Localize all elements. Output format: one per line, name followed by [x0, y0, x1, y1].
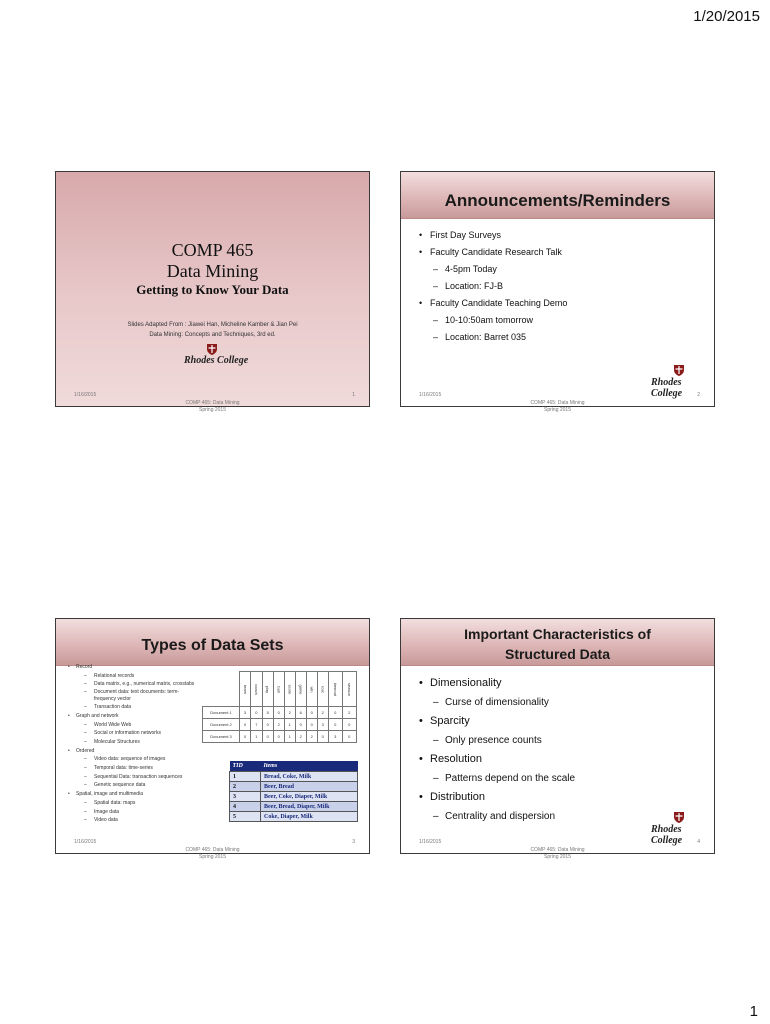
tid-cell: 2 — [230, 782, 261, 792]
college-crest-icon — [673, 364, 685, 376]
matrix-cell: 0 — [342, 719, 356, 731]
matrix-cell: 7 — [251, 719, 263, 731]
term-label: score — [287, 684, 293, 694]
matrix-cell: 0 — [328, 719, 342, 731]
footer-term: Spring 2015 — [544, 854, 571, 860]
slide-4-bullets — [419, 674, 704, 826]
college-logo-text: Rhodes College — [651, 824, 683, 846]
term-header — [273, 672, 284, 707]
items-header: Items — [261, 761, 358, 772]
bullet: • Dimensionality — [419, 674, 704, 693]
matrix-cell: 5 — [262, 707, 273, 719]
footer-date: 1/16/2015 — [74, 392, 97, 398]
matrix-cell: 1 — [284, 719, 295, 731]
matrix-row — [203, 707, 357, 719]
term-header — [284, 672, 295, 707]
term-label: coach — [253, 683, 259, 695]
sub-bullet: – Image data — [66, 808, 226, 817]
term-label: game — [298, 683, 304, 695]
matrix-cell: 2 — [306, 731, 317, 743]
matrix-cell: 0 — [342, 731, 356, 743]
college-logo-text: Rhodes College — [184, 355, 249, 366]
term-label: season — [346, 682, 352, 696]
sub-bullet: – 10-10:50am tomorrow — [419, 312, 704, 329]
sub-bullet: – Location: Barret 035 — [419, 329, 704, 346]
slide-3-thumbnail[interactable] — [55, 618, 370, 860]
items-cell: Coke, Diaper, Milk — [261, 812, 358, 822]
items-cell: Beer, Bread, Diaper, Milk — [261, 802, 358, 812]
tid-cell: 4 — [230, 802, 261, 812]
document-term-matrix — [202, 671, 357, 743]
term-header — [262, 672, 273, 707]
slide-4-thumbnail[interactable] — [400, 618, 715, 860]
sub-bullet: – Document data: text documents: term-frequency vector — [66, 689, 184, 703]
matrix-corner — [203, 672, 240, 707]
table-row — [230, 812, 358, 822]
slide-4-title — [401, 624, 714, 664]
title-line-1: Important Characteristics of — [464, 626, 651, 642]
matrix-cell: 0 — [251, 707, 263, 719]
footer-term: Spring 2015 — [199, 854, 226, 860]
slide-1-subtitle: Getting to Know Your Data — [136, 282, 289, 297]
term-header — [240, 672, 251, 707]
matrix-cell: 2 — [317, 707, 328, 719]
matrix-cell: 1 — [251, 731, 263, 743]
bullet: • Record — [66, 663, 226, 672]
credit-line-1: Slides Adapted From : Jiawei Han, Micheline Kamber & Jian Pei — [127, 322, 298, 328]
slide-2-bullets — [419, 227, 704, 346]
slide-credit — [56, 320, 369, 340]
matrix-cell: 0 — [262, 731, 273, 743]
table-row — [230, 792, 358, 802]
sub-bullet: – Curse of dimensionality — [419, 693, 704, 712]
sub-bullet: – Spatial data: maps — [66, 799, 226, 808]
sub-bullet: – Centrality and dispersion — [419, 807, 704, 826]
footer-slide-number: 4 — [697, 839, 700, 845]
term-label: team — [242, 684, 248, 694]
college-crest-icon — [673, 811, 685, 823]
footer-date: 1/16/2015 — [419, 392, 442, 398]
term-header — [295, 672, 306, 707]
sub-bullet: – Molecular Structures — [66, 738, 226, 747]
matrix-cell: 2 — [273, 719, 284, 731]
table-row — [230, 782, 358, 792]
footer-course — [401, 847, 714, 861]
footer-slide-number: 2 — [697, 392, 700, 398]
sub-bullet: – Patterns depend on the scale — [419, 769, 704, 788]
footer-term: Spring 2015 — [199, 407, 226, 413]
matrix-cell: 0 — [328, 707, 342, 719]
footer-course — [56, 400, 369, 414]
tid-cell: 5 — [230, 812, 261, 822]
footer-term: Spring 2015 — [544, 407, 571, 413]
transaction-table — [229, 761, 358, 822]
bullet: • Spatial, image and multimedia — [66, 790, 226, 799]
college-crest-icon — [206, 343, 218, 355]
sub-bullet: – Temporal data: time-series — [66, 764, 226, 773]
matrix-cell: 0 — [306, 719, 317, 731]
term-label: win — [309, 685, 315, 693]
matrix-cell: 1 — [284, 731, 295, 743]
sub-bullet: – Location: FJ-B — [419, 278, 704, 295]
bullet: • Resolution — [419, 750, 704, 769]
matrix-cell: 0 — [295, 719, 306, 731]
matrix-cell: 0 — [240, 731, 251, 743]
sub-bullet: – Data matrix, e.g., numerical matrix, crosstabs — [66, 680, 226, 689]
footer-slide-number: 1 — [352, 392, 355, 398]
sub-bullet: – Video data: sequence of images — [66, 755, 226, 764]
sub-bullet: – Transaction data — [66, 703, 226, 712]
tid-header: TID — [230, 761, 261, 772]
slide-1-thumbnail[interactable] — [55, 171, 370, 413]
slide-3-title: Types of Data Sets — [141, 637, 284, 654]
matrix-cell: 3 — [317, 719, 328, 731]
bullet: • Sparcity — [419, 712, 704, 731]
term-header — [306, 672, 317, 707]
slide-1-title — [56, 240, 369, 282]
term-header — [317, 672, 328, 707]
table-row — [230, 802, 358, 812]
row-label: Document 3 — [203, 731, 240, 743]
matrix-cell: 0 — [273, 731, 284, 743]
footer-slide-number: 3 — [352, 839, 355, 845]
bullet: • First Day Surveys — [419, 227, 704, 244]
matrix-cell: 2 — [342, 707, 356, 719]
sub-bullet: – Relational records — [66, 672, 226, 681]
table-row — [230, 772, 358, 782]
row-label: Document 1 — [203, 707, 240, 719]
matrix-cell: 0 — [317, 731, 328, 743]
matrix-cell: 2 — [295, 731, 306, 743]
course-code: COMP 465 — [171, 240, 254, 260]
college-logo-text: Rhodes College — [651, 377, 683, 399]
sub-bullet: – Social or information networks — [66, 729, 226, 738]
page-number: 1 — [749, 1003, 758, 1020]
footer-course — [56, 847, 369, 861]
term-label: timeout — [332, 682, 338, 696]
footer-course-name: COMP 465: Data Mining — [530, 847, 585, 853]
bullet: • Distribution — [419, 788, 704, 807]
sub-bullet: – 4-5pm Today — [419, 261, 704, 278]
slide-2-title: Announcements/Reminders — [444, 191, 671, 210]
matrix-cell: 3 — [240, 707, 251, 719]
footer-date: 1/16/2015 — [419, 839, 442, 845]
matrix-cell: 0 — [273, 707, 284, 719]
sub-bullet: – Only presence counts — [419, 731, 704, 750]
bullet: • Faculty Candidate Research Talk — [419, 244, 704, 261]
slide-2-thumbnail[interactable] — [400, 171, 715, 413]
sub-bullet: – Video data — [66, 816, 226, 825]
bullet: • Faculty Candidate Teaching Demo — [419, 295, 704, 312]
sub-bullet: – Genetic sequence data — [66, 781, 226, 790]
footer-date: 1/16/2015 — [74, 839, 97, 845]
bullet: • Ordered — [66, 747, 226, 756]
items-cell: Bread, Coke, Milk — [261, 772, 358, 782]
footer-course-name: COMP 465: Data Mining — [530, 400, 585, 406]
course-name: Data Mining — [166, 261, 259, 281]
matrix-row — [203, 719, 357, 731]
tid-cell: 1 — [230, 772, 261, 782]
bullet: • Graph and network — [66, 712, 226, 721]
term-header — [328, 672, 342, 707]
term-label: ball — [276, 685, 282, 693]
matrix-cell: 2 — [284, 707, 295, 719]
term-label: lost — [320, 685, 326, 693]
credit-line-2: Data Mining: Concepts and Techniques, 3rd ed. — [149, 332, 276, 338]
row-label: Document 2 — [203, 719, 240, 731]
sub-bullet: – World Wide Web — [66, 721, 226, 730]
matrix-cell: 6 — [295, 707, 306, 719]
items-cell: Beer, Coke, Diaper, Milk — [261, 792, 358, 802]
matrix-row — [203, 731, 357, 743]
matrix-cell: 3 — [328, 731, 342, 743]
page-date: 1/20/2015 — [693, 8, 760, 25]
items-cell: Beer, Bread — [261, 782, 358, 792]
matrix-cell: 0 — [262, 719, 273, 731]
footer-course-name: COMP 465: Data Mining — [185, 400, 240, 406]
tid-cell: 3 — [230, 792, 261, 802]
footer-course — [401, 400, 714, 414]
sub-bullet: – Sequential Data: transaction sequences — [66, 773, 226, 782]
term-header — [342, 672, 356, 707]
matrix-cell: 0 — [240, 719, 251, 731]
footer-course-name: COMP 465: Data Mining — [185, 847, 240, 853]
term-label: play — [265, 685, 271, 693]
term-header — [251, 672, 263, 707]
matrix-cell: 0 — [306, 707, 317, 719]
title-line-2: Structured Data — [504, 646, 611, 662]
